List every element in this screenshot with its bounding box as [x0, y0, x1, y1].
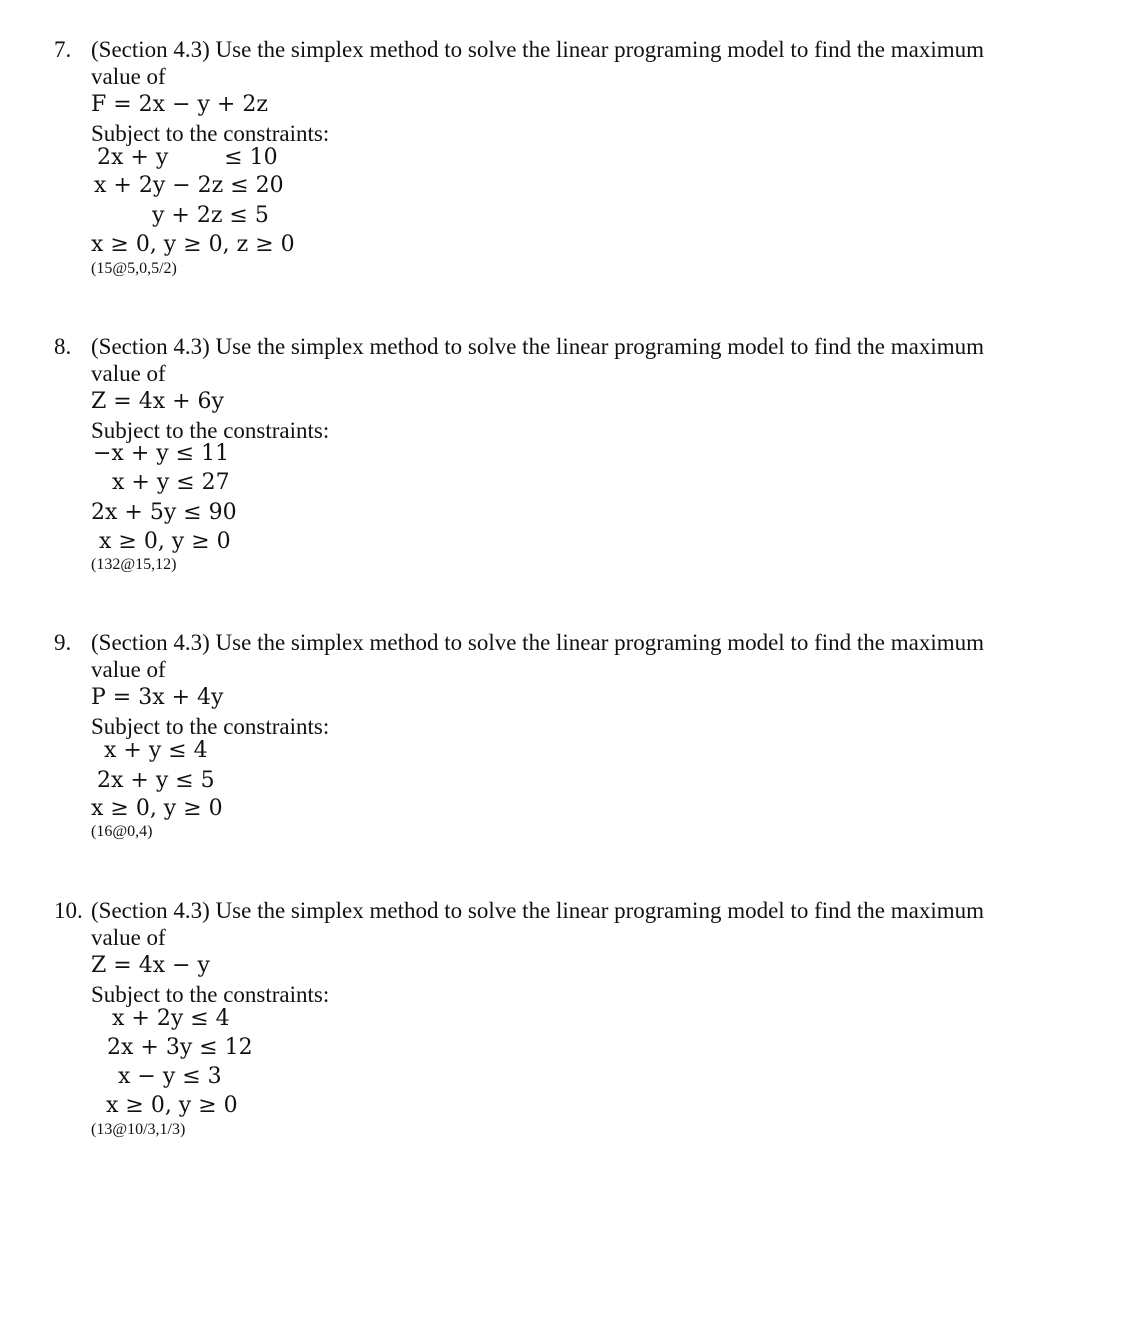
objective-function: Z = 4x + 6y [91, 389, 224, 414]
problem-heading: (Section 4.3) Use the simplex method to solve the linear programing model to find the maximum [91, 630, 984, 655]
objective-function: F = 2x − y + 2z [91, 92, 268, 117]
constraint-nonnegativity: x ≥ 0, y ≥ 0 [91, 796, 223, 821]
constraints-heading: Subject to the constraints: [91, 418, 330, 443]
constraint-2: 2x + 3y ≤ 12 [107, 1035, 253, 1060]
constraint-1: 2x + y ≤ 10 [97, 145, 278, 170]
problem-number: 8. [54, 334, 72, 359]
constraint-3: x − y ≤ 3 [118, 1064, 222, 1089]
problem-value-of: value of [91, 64, 166, 89]
objective-function: Z = 4x − y [91, 953, 210, 978]
problem-value-of: value of [91, 361, 166, 386]
constraints-heading: Subject to the constraints: [91, 714, 330, 739]
answer-key: (16@0,4) [91, 823, 153, 840]
constraint-nonnegativity: x ≥ 0, y ≥ 0 [99, 529, 231, 554]
problem-heading: (Section 4.3) Use the simplex method to solve the linear programing model to find the maximum [91, 334, 984, 359]
constraint-2: x + 2y − 2z ≤ 20 [94, 173, 284, 198]
constraint-nonnegativity: x ≥ 0, y ≥ 0, z ≥ 0 [91, 232, 295, 257]
answer-key: (13@10/3,1/3) [91, 1121, 186, 1138]
problem-value-of: value of [91, 657, 166, 682]
constraints-heading: Subject to the constraints: [91, 982, 330, 1007]
constraints-heading: Subject to the constraints: [91, 121, 330, 146]
constraint-2: x + y ≤ 27 [112, 470, 230, 495]
problem-number: 7. [54, 37, 72, 62]
constraint-2: 2x + y ≤ 5 [97, 768, 215, 793]
constraint-1: x + 2y ≤ 4 [112, 1006, 230, 1031]
constraint-3: y + 2z ≤ 5 [152, 203, 269, 228]
objective-function: P = 3x + 4y [91, 685, 224, 710]
answer-key: (15@5,0,5/2) [91, 260, 177, 277]
constraint-nonnegativity: x ≥ 0, y ≥ 0 [106, 1093, 238, 1118]
problem-heading: (Section 4.3) Use the simplex method to solve the linear programing model to find the maximum [91, 37, 984, 62]
problem-heading: (Section 4.3) Use the simplex method to solve the linear programing model to find the maximum [91, 898, 984, 923]
problem-number: 10. [54, 898, 83, 923]
constraint-3: 2x + 5y ≤ 90 [91, 500, 237, 525]
constraint-1: −x + y ≤ 11 [93, 441, 230, 466]
answer-key: (132@15,12) [91, 556, 177, 573]
problem-number: 9. [54, 630, 72, 655]
problem-value-of: value of [91, 925, 166, 950]
constraint-1: x + y ≤ 4 [104, 738, 208, 763]
